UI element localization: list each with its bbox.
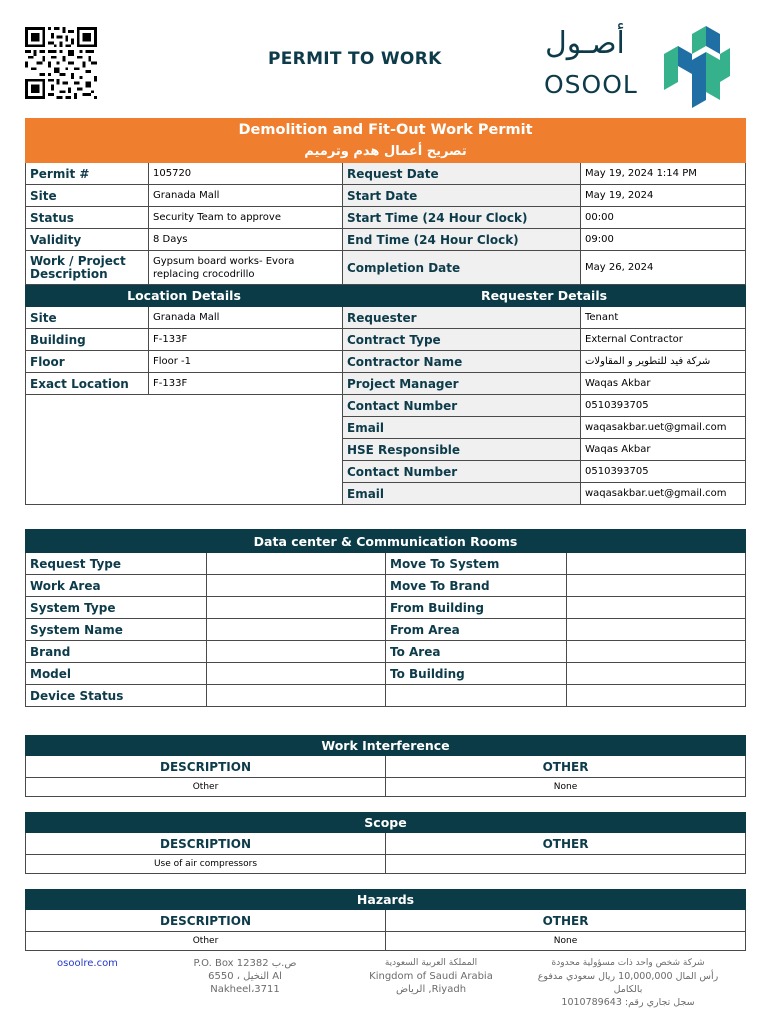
field-value: May 26, 2024 (581, 251, 746, 285)
field-label: Model (26, 663, 207, 685)
footer-capital: رأس المال 10,000,000 ريال سعودي مدفوع بالكامل (537, 971, 719, 995)
details-row (26, 329, 746, 351)
field-label: System Name (26, 619, 207, 641)
datacenter-row (26, 663, 746, 685)
requester-label: Email (343, 417, 581, 439)
requester-value: شركة فيد للتطوير و المقاولات (581, 351, 746, 373)
permit-title-en: Demolition and Fit-Out Work Permit (26, 119, 746, 141)
requester-value: waqasakbar.uet@gmail.com (581, 483, 746, 505)
requester-label: Contact Number (343, 461, 581, 483)
footer-company (528, 957, 728, 1009)
requester-label: HSE Responsible (343, 439, 581, 461)
field-label: Brand (26, 641, 207, 663)
field-value: May 19, 2024 (581, 185, 746, 207)
footer-po-box: P.O. Box 12382 ص.ب (193, 958, 297, 969)
location-value: Floor -1 (149, 351, 343, 373)
website-link[interactable]: osoolre.com (57, 958, 118, 969)
field-value (567, 663, 746, 685)
other-column-header: OTHER (386, 833, 746, 855)
field-label: From Area (386, 619, 567, 641)
details-row (26, 373, 746, 395)
field-label: End Time (24 Hour Clock) (343, 229, 581, 251)
field-label: Move To Brand (386, 575, 567, 597)
description-column-header: DESCRIPTION (26, 910, 386, 932)
location-label: Floor (26, 351, 149, 373)
field-value: 00:00 (581, 207, 746, 229)
field-label: From Building (386, 597, 567, 619)
requester-label: Contract Type (343, 329, 581, 351)
datacenter-row (26, 641, 746, 663)
details-row (26, 351, 746, 373)
datacenter-row (26, 685, 746, 707)
field-value (207, 663, 386, 685)
footer-city: الرياض ,Riyadh (395, 984, 467, 995)
permit-row (26, 229, 746, 251)
footer-country (362, 957, 500, 996)
location-value: F-133F (149, 373, 343, 395)
footer-cr: سجل تجاري رقم: 1010789643 (561, 997, 695, 1008)
datacenter-row (26, 619, 746, 641)
field-value: 09:00 (581, 229, 746, 251)
scope-table (25, 812, 746, 874)
table-row (26, 932, 746, 951)
field-label: Move To System (386, 553, 567, 575)
field-label (386, 685, 567, 707)
field-value (567, 685, 746, 707)
field-value (207, 685, 386, 707)
field-value: Granada Mall (149, 185, 343, 207)
requester-value: External Contractor (581, 329, 746, 351)
description-value: Other (26, 932, 386, 951)
field-label: To Area (386, 641, 567, 663)
osool-logo (543, 26, 763, 108)
field-label: System Type (26, 597, 207, 619)
other-value: None (386, 932, 746, 951)
field-label: Work Area (26, 575, 207, 597)
other-value (386, 855, 746, 874)
requester-label: Contractor Name (343, 351, 581, 373)
field-label: Start Time (24 Hour Clock) (343, 207, 581, 229)
requester-value: 0510393705 (581, 395, 746, 417)
field-value (567, 597, 746, 619)
other-value: None (386, 778, 746, 797)
field-label: Device Status (26, 685, 207, 707)
description-value: Use of air compressors (26, 855, 386, 874)
field-value (207, 597, 386, 619)
permit-row (26, 207, 746, 229)
field-value (567, 575, 746, 597)
field-value (207, 553, 386, 575)
other-column-header: OTHER (386, 756, 746, 778)
field-label: Work / Project Description (26, 251, 149, 285)
hazards-table (25, 889, 746, 951)
field-value (567, 641, 746, 663)
details-row (26, 307, 746, 329)
field-value: May 19, 2024 1:14 PM (581, 163, 746, 185)
field-label: Permit # (26, 163, 149, 185)
field-value: Gypsum board works- Evora replacing crocodrillo (149, 251, 343, 285)
permit-table (25, 118, 746, 505)
work-interference-header: Work Interference (26, 736, 746, 756)
field-label: Request Type (26, 553, 207, 575)
description-column-header: DESCRIPTION (26, 833, 386, 855)
osool-logo-mark (656, 26, 732, 108)
hazards-header: Hazards (26, 890, 746, 910)
requester-value: Waqas Akbar (581, 373, 746, 395)
footer-street: 6550 ، النخيل Al Nakheel،3711 (208, 971, 282, 995)
field-value: Security Team to approve (149, 207, 343, 229)
requester-value: waqasakbar.uet@gmail.com (581, 417, 746, 439)
field-value (207, 641, 386, 663)
field-label: Validity (26, 229, 149, 251)
field-label: To Building (386, 663, 567, 685)
permit-row (26, 163, 746, 185)
permit-row (26, 185, 746, 207)
field-label: Start Date (343, 185, 581, 207)
field-label: Site (26, 185, 149, 207)
requester-label: Email (343, 483, 581, 505)
datacenter-header: Data center & Communication Rooms (26, 530, 746, 553)
location-details-header: Location Details (26, 285, 343, 307)
description-column-header: DESCRIPTION (26, 756, 386, 778)
footer-country-ar: المملكة العربية السعودية (384, 958, 478, 968)
permit-title-ar: تصريح أعمال هدم وترميم (26, 141, 746, 163)
location-label: Exact Location (26, 373, 149, 395)
datacenter-table (25, 529, 746, 707)
qr-code (25, 27, 97, 99)
logo-english-text: OSOOL (544, 70, 638, 99)
footer-address (174, 957, 316, 996)
field-value (567, 619, 746, 641)
footer-country-en: Kingdom of Saudi Arabia (369, 971, 493, 982)
other-column-header: OTHER (386, 910, 746, 932)
work-interference-table (25, 735, 746, 797)
location-empty-area (26, 395, 343, 505)
location-value: F-133F (149, 329, 343, 351)
field-label: Request Date (343, 163, 581, 185)
document-title: PERMIT TO WORK (268, 49, 442, 69)
table-row (26, 855, 746, 874)
datacenter-row (26, 553, 746, 575)
requester-details-header: Requester Details (343, 285, 746, 307)
location-label: Site (26, 307, 149, 329)
field-value (207, 575, 386, 597)
field-value: 105720 (149, 163, 343, 185)
table-row (26, 778, 746, 797)
details-row (26, 395, 746, 417)
field-value (567, 553, 746, 575)
field-value (207, 619, 386, 641)
logo-arabic-text: أصـول (545, 26, 625, 61)
field-value: 8 Days (149, 229, 343, 251)
field-label: Completion Date (343, 251, 581, 285)
field-label: Status (26, 207, 149, 229)
location-value: Granada Mall (149, 307, 343, 329)
location-label: Building (26, 329, 149, 351)
permit-row (26, 251, 746, 285)
scope-header: Scope (26, 813, 746, 833)
requester-label: Contact Number (343, 395, 581, 417)
datacenter-row (26, 597, 746, 619)
datacenter-row (26, 575, 746, 597)
requester-value: Waqas Akbar (581, 439, 746, 461)
requester-value: Tenant (581, 307, 746, 329)
requester-label: Requester (343, 307, 581, 329)
requester-label: Project Manager (343, 373, 581, 395)
requester-value: 0510393705 (581, 461, 746, 483)
description-value: Other (26, 778, 386, 797)
footer-company-ar: شركة شخص واحد ذات مسؤولية محدودة (551, 958, 705, 968)
